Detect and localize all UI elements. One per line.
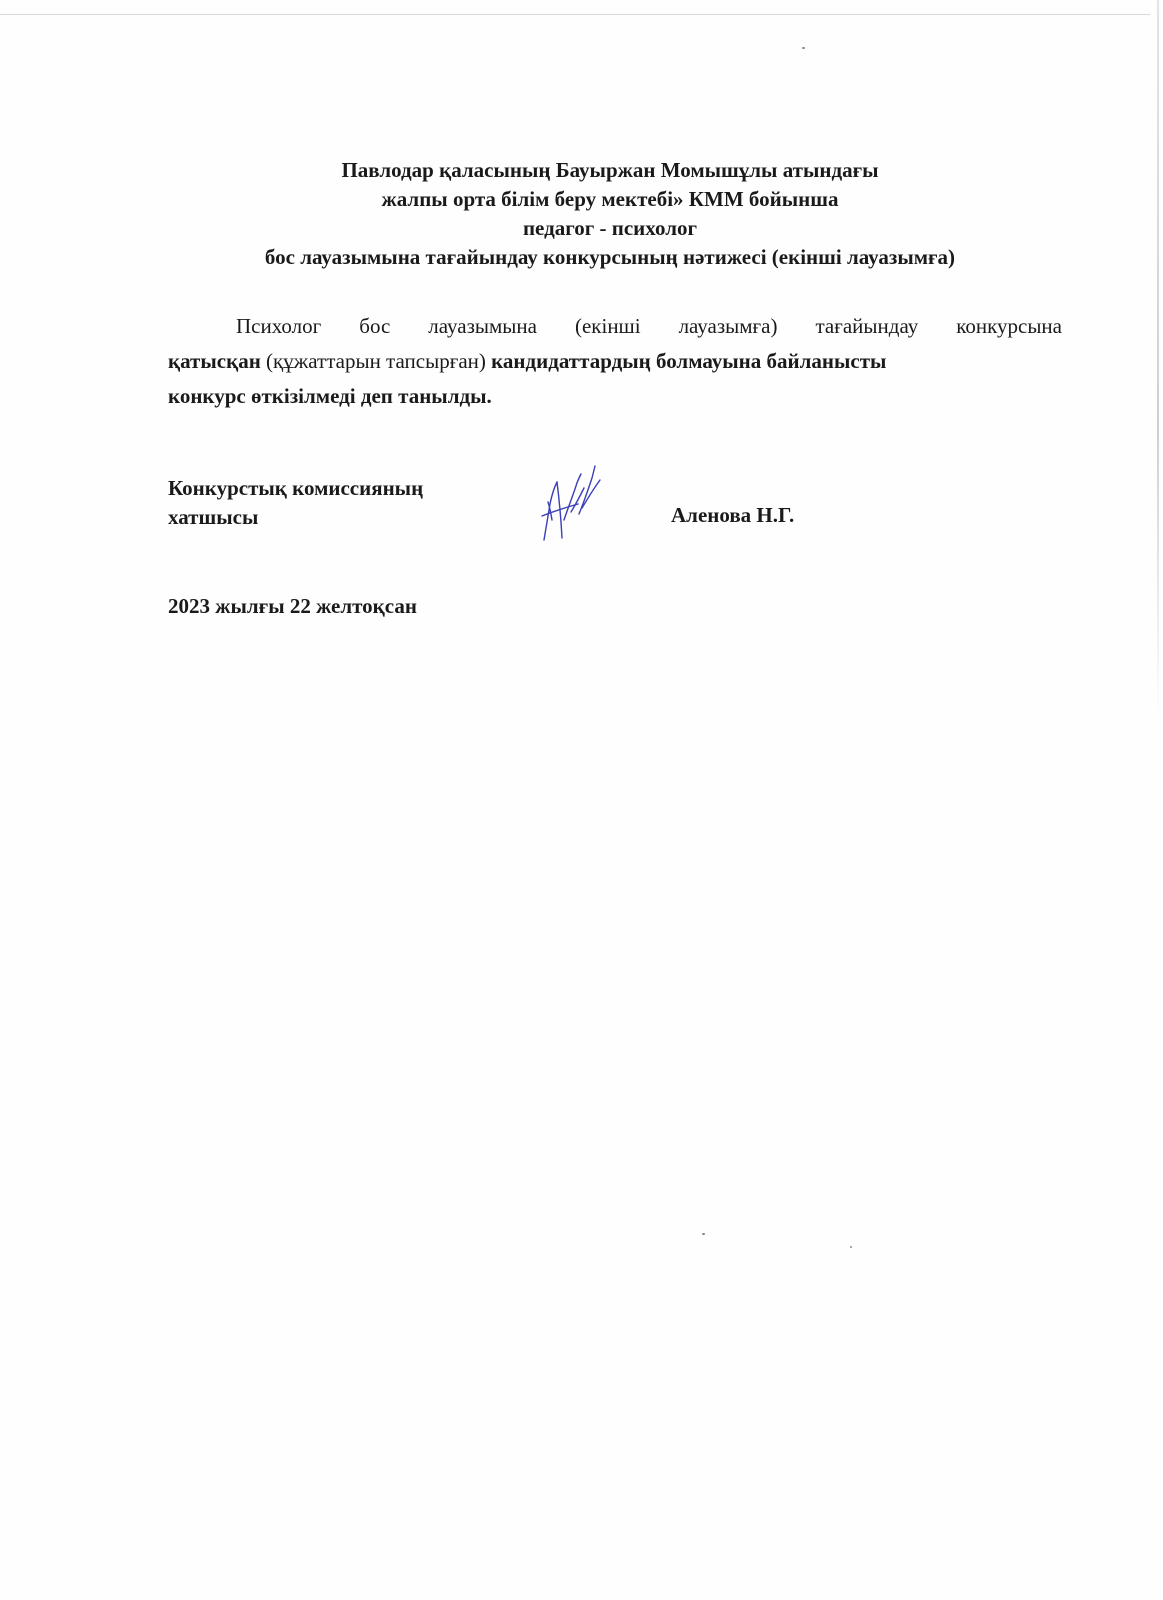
body-line-2 [168,344,1062,379]
body-bold-participated: қатысқан [168,349,261,373]
body-regular-documents: (құжаттарын тапсырған) [260,349,492,373]
body-paragraph [168,309,1062,414]
signature-strokes [542,466,600,540]
document-date: 2023 жылғы 22 желтоқсан [168,594,417,618]
signer-role [168,474,423,532]
title-line-2: жалпы орта білім беру мектебі» КММ бойынша [381,187,839,211]
body-bold-absence: кандидаттардың болмауына байланысты [491,349,887,373]
scan-edge-shadow [1157,0,1159,720]
title-line-1: Павлодар қаласының Бауыржан Момышұлы атындағы [341,158,879,182]
signer-name: Аленова Н.Г. [671,503,795,527]
scan-speck [802,47,805,49]
signer-role-line-2: хатшысы [168,505,259,529]
signer-role-line-1: Конкурстық комиссияның [168,476,424,500]
title-line-4: бос лауазымына тағайындау конкурсының нәтижесі (екінші лауазымға) [264,245,956,269]
scan-speck [702,1233,705,1235]
title-line-3: педагог - психолог [522,216,698,240]
body-line-3: конкурс өткізілмеді деп танылды. [168,384,492,408]
scan-speck [850,1246,852,1248]
body-line-1: Психолог бос лауазымына (екінші лауазымға) тағайындау конкурсына [236,314,1062,338]
handwritten-signature [524,458,614,548]
scan-edge-line [0,14,1150,15]
document-title [150,156,1070,272]
